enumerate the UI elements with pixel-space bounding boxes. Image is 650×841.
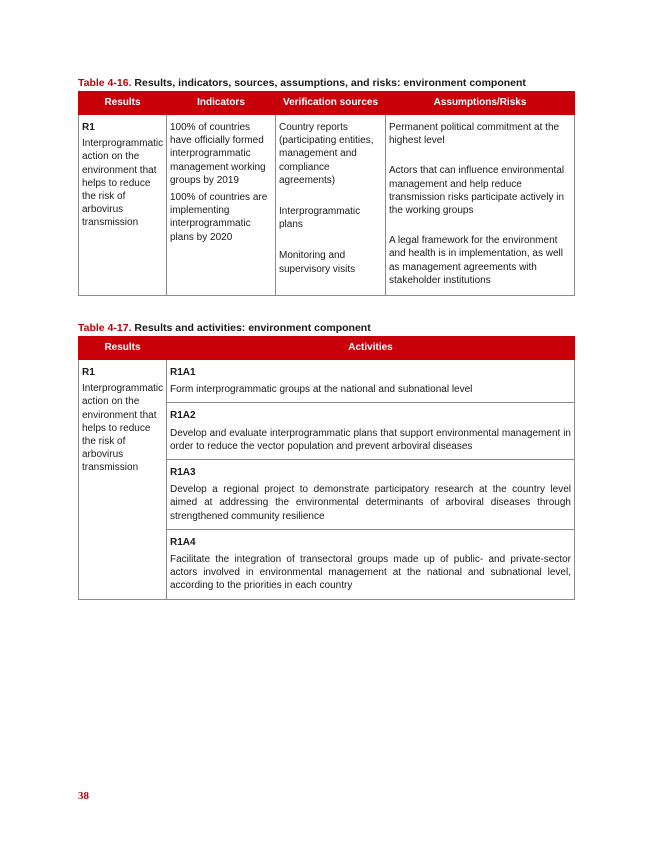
page-number: 38 — [78, 790, 89, 802]
table-4-17-caption — [78, 322, 371, 334]
table-row — [79, 360, 575, 600]
header-results: Results — [79, 337, 167, 360]
activity-text: Develop and evaluate interprogrammatic plans that support environmental management in order to reduce the vector population and prevent arboviral diseases — [170, 427, 571, 452]
table-number: Table 4-16. — [78, 77, 132, 89]
activity-item — [167, 530, 574, 599]
activity-text: Facilitate the integration of transectoral groups made up of public- and private-sector actors involved in environmental management at the national and subnational level, according to the priorities in each country — [170, 554, 571, 592]
indicator-item: 100% of countries have officially formed interprogrammatic management working groups by 2019 — [170, 122, 266, 186]
header-assumptions-risks: Assumptions/Risks — [386, 92, 575, 115]
result-code: R1 — [82, 122, 95, 133]
source-item: Monitoring and supervisory visits — [279, 250, 356, 275]
result-code: R1 — [82, 367, 95, 378]
activity-item — [167, 460, 574, 530]
table-header-row — [79, 92, 575, 115]
assumption-item: Permanent political commitment at the highest level — [389, 122, 560, 147]
table-title: Results, indicators, sources, assumptions, and risks: environment component — [131, 77, 526, 89]
activity-item — [167, 403, 574, 460]
results-cell — [79, 115, 167, 296]
header-verification-sources: Verification sources — [276, 92, 386, 115]
assumption-item: Actors that can influence environmental management and help reduce transmission risks participate actively in the working groups — [389, 165, 565, 217]
activity-code: R1A4 — [170, 536, 196, 548]
source-item: Interprogrammatic plans — [279, 206, 361, 231]
source-item: Country reports (participating entities, management and compliance agreements) — [279, 122, 374, 186]
activity-code: R1A2 — [170, 410, 196, 422]
activity-code: R1A1 — [170, 367, 196, 378]
result-text: Interprogrammatic action on the environment that helps to reduce the risk of arbovirus transmission — [82, 383, 164, 474]
activities-cell — [167, 360, 575, 600]
table-title: Results and activities: environment component — [131, 322, 371, 334]
activity-item — [167, 360, 574, 403]
table-row — [79, 115, 575, 296]
table-4-16-caption — [78, 77, 526, 89]
table-header-row — [79, 337, 575, 360]
table-number: Table 4-17. — [78, 322, 132, 334]
results-cell — [79, 360, 167, 600]
sources-cell — [276, 115, 386, 296]
assumption-item: A legal framework for the environment and health is in implementation, as well as management agreements with stakeholder institutions — [389, 235, 563, 286]
indicators-cell — [167, 115, 276, 296]
activity-text: Form interprogrammatic groups at the national and subnational level — [170, 384, 473, 396]
header-activities: Activities — [167, 337, 575, 360]
result-text: Interprogrammatic action on the environment that helps to reduce the risk of arbovirus transmission — [82, 138, 164, 229]
results-activities-table — [78, 336, 575, 600]
header-indicators: Indicators — [167, 92, 276, 115]
assumptions-cell — [386, 115, 575, 296]
activity-text: Develop a regional project to demonstrate participatory research at the country level aimed at addressing the environmental determinants of arboviral diseases through strengthened community resilience — [170, 484, 571, 522]
results-indicators-table — [78, 91, 575, 296]
indicator-item: 100% of countries are implementing interprogrammatic plans by 2020 — [170, 192, 268, 243]
header-results: Results — [79, 92, 167, 115]
activity-code: R1A3 — [170, 467, 196, 479]
